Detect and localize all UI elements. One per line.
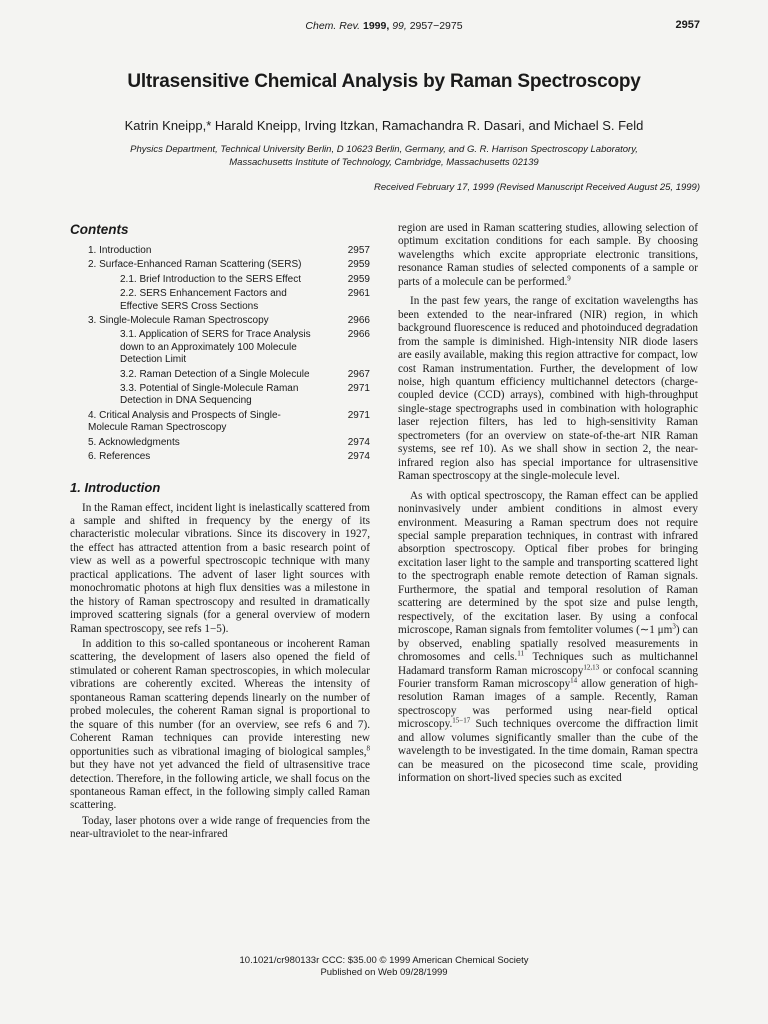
toc-item-label: 5. Acknowledgments	[88, 436, 180, 448]
toc-item-page: 2974	[347, 451, 370, 463]
page-number: 2957	[675, 19, 700, 31]
toc-item-page: 2957	[347, 245, 370, 256]
toc-item-label: 3.2. Raman Detection of a Single Molecule	[120, 368, 310, 380]
journal-citation: Chem. Rev. 1999, 99, 2957−2975	[305, 20, 463, 32]
citation-ref: 9	[567, 274, 571, 283]
toc-item	[70, 259, 370, 271]
toc-item	[70, 369, 370, 381]
toc-item-label: 6. References	[88, 451, 151, 463]
toc-item	[70, 315, 370, 327]
left-column	[70, 222, 370, 842]
paragraph: In the Raman effect, incident light is inelastically scattered from a sample and shifted in frequency by the energy of its characteristic molecular vibrations. Since its discovery in 1927, the effect has attracted attention from a basic research point of view as well as a powerful spectroscopic technique with many practical applications. The advent of laser light sources with monochromatic photons at high flux densities was a milestone in the history of Raman spectroscopy and resulted in dramatically improved scattering signals (for a general overview of modern Raman spectroscopy, see refs 1−5).	[70, 501, 370, 635]
toc-item	[70, 410, 370, 435]
toc-item-label: 3.3. Potential of Single-Molecule Raman Detection in DNA Sequencing	[120, 383, 299, 407]
toc-item	[70, 329, 370, 366]
toc-item-label: 2.1. Brief Introduction to the SERS Effect	[120, 273, 302, 285]
toc-item-label: 2. Surface-Enhanced Raman Scattering (SERS)	[88, 259, 302, 271]
citation-ref: 15−17	[452, 716, 471, 725]
toc-item-page: 2961	[347, 288, 370, 300]
citation-ref: 8	[366, 743, 370, 752]
toc-item-page: 2966	[347, 315, 370, 327]
paragraph: As with optical spectroscopy, the Raman effect can be applied noninvasively under ambient conditions in almost every environment. Measuring a Raman spectrum does not require special sample preparation techniques, in contrast with infrared absorption spectroscopy. Optical fiber probes for bringing excitation laser light to the sample and transporting scattered light to the spectrograph enable remote detection of Raman signals. Furthermore, the spatial and temporal resolution of Raman scattering are determined by the spot size and pulse length, respectively, of the excitation laser. By using a confocal microscope, Raman signals from femtoliter volumes (∼1 $\mu m^3$) can by observed, enabling spatially resolved measurements in chromosomes and cells.$^{11}$ Techniques such as multichannel Hadamard transform Raman microscopy$^{12,13}$ or confocal scanning Fourier transform Raman microscopy$^{14}$ allow generation of high-resolution Raman images of a sample. Recently, Raman spectroscopy was performed using near-field optical microscopy.$^{15-17}$ Such techniques overcome the diffraction limit and allow volumes significantly smaller than the cube of the wavelength to be investigated. In the time domain, Raman spectra can be measured on the picosecond time scale, providing information on short-lived species such as excited	[398, 489, 698, 785]
contents-heading: Contents	[70, 222, 129, 237]
toc-item	[70, 274, 370, 286]
citation-ref: 11	[517, 649, 524, 658]
table-of-contents	[70, 245, 370, 464]
paragraph: Today, laser photons over a wide range of frequencies from the near-ultraviolet to the near-infrared	[70, 814, 370, 841]
toc-item-page: 2971	[347, 383, 370, 395]
toc-item	[70, 451, 370, 463]
toc-item	[70, 383, 370, 408]
right-column	[398, 222, 698, 786]
section-heading: 1. Introduction	[70, 479, 161, 495]
citation-ref: 14	[570, 676, 578, 685]
received-date: Received February 17, 1999 (Revised Manuscript Received August 25, 1999)	[374, 182, 700, 193]
article-title: Ultrasensitive Chemical Analysis by Raman Spectroscopy	[127, 71, 641, 92]
author-list: Katrin Kneipp,* Harald Kneipp, Irving Itzkan, Ramachandra R. Dasari, and Michael S. Feld	[124, 118, 644, 133]
page-footer	[0, 955, 768, 979]
toc-item-page: 2971	[347, 409, 370, 421]
toc-item-label: 1. Introduction	[88, 245, 152, 256]
toc-item-label: 3.1. Application of SERS for Trace Analysis down to an Approximately 100 Molecule Detection Limit	[120, 329, 311, 366]
toc-item-page: 2959	[347, 259, 370, 271]
publication-date: Published on Web 09/28/1999	[320, 967, 448, 978]
toc-item	[70, 245, 370, 257]
toc-item-label: 3. Single-Molecule Raman Spectroscopy	[88, 315, 269, 327]
running-head	[0, 18, 768, 34]
toc-item-page: 2966	[347, 329, 370, 341]
toc-item-label: 4. Critical Analysis and Prospects of Single-Molecule Raman Spectroscopy	[88, 409, 281, 434]
paragraph: In addition to this so-called spontaneous or incoherent Raman scattering, the development of lasers also opened the field of stimulated or coherent Raman spectroscopies, in which molecular vibrations are coherently excited. Whereas the intensity of spontaneous Raman scattering depends linearly on the number of probed molecules, the coherent Raman signal is proportional to the square of this number (for an overview, see refs 6 and 7). Coherent Raman techniques can provide interesting new opportunities such as vibrational imaging of biological samples,$^8$ but they have not yet advanced the field of ultrasensitive trace detection. Therefore, in the following article, we shall focus on the spontaneous Raman effect, in the following simply called Raman scattering.	[70, 638, 370, 812]
toc-item	[70, 288, 370, 313]
paragraph: region are used in Raman scattering studies, allowing selection of optimum excitation conditions for each sample. By choosing wavelengths which excite appropriate electronic transitions, resonance Raman studies of selected components of a sample or parts of a molecule can be performed.$^9$	[398, 222, 698, 288]
citation-ref: 12,13	[583, 662, 600, 671]
citation-ref: 3	[672, 622, 676, 631]
affiliation: Physics Department, Technical University Berlin, D 10623 Berlin, Germany, and G. R. Harrison Spectroscopy Laboratory, Massachusetts Institute of Technology, Cambridge, Massachusetts 02139	[130, 144, 638, 168]
toc-item	[70, 437, 370, 449]
doi-copyright: 10.1021/cr980133r CCC: $35.00 © 1999 American Chemical Society	[239, 955, 529, 966]
toc-item-page: 2967	[347, 368, 370, 380]
toc-item-page: 2974	[347, 436, 370, 448]
toc-item-label: 2.2. SERS Enhancement Factors and Effective SERS Cross Sections	[120, 288, 287, 312]
paragraph: In the past few years, the range of excitation wavelengths has been extended to the near-infrared (NIR) region, in which background fluorescence is reduced and photoinduced degradation from the sample is diminished. High-intensity NIR diode lasers are easily available, making this region attractive for compact, low cost Raman instrumentation. Further, the development of low noise, high quantum efficiency multichannel detectors (charge-coupled device (CCD) arrays), combined with high-throughput single-stage spectrographs used in combination with holographic laser rejection filters, has led to high-sensitivity Raman spectrometers (for an overview on state-of-the-art NIR Raman systems, see ref 10). As we shall show in section 2, the near-infrared region also has special importance for ultrasensitive Raman spectroscopy at the single-molecule level.	[398, 295, 698, 483]
toc-item-page: 2959	[347, 273, 370, 285]
